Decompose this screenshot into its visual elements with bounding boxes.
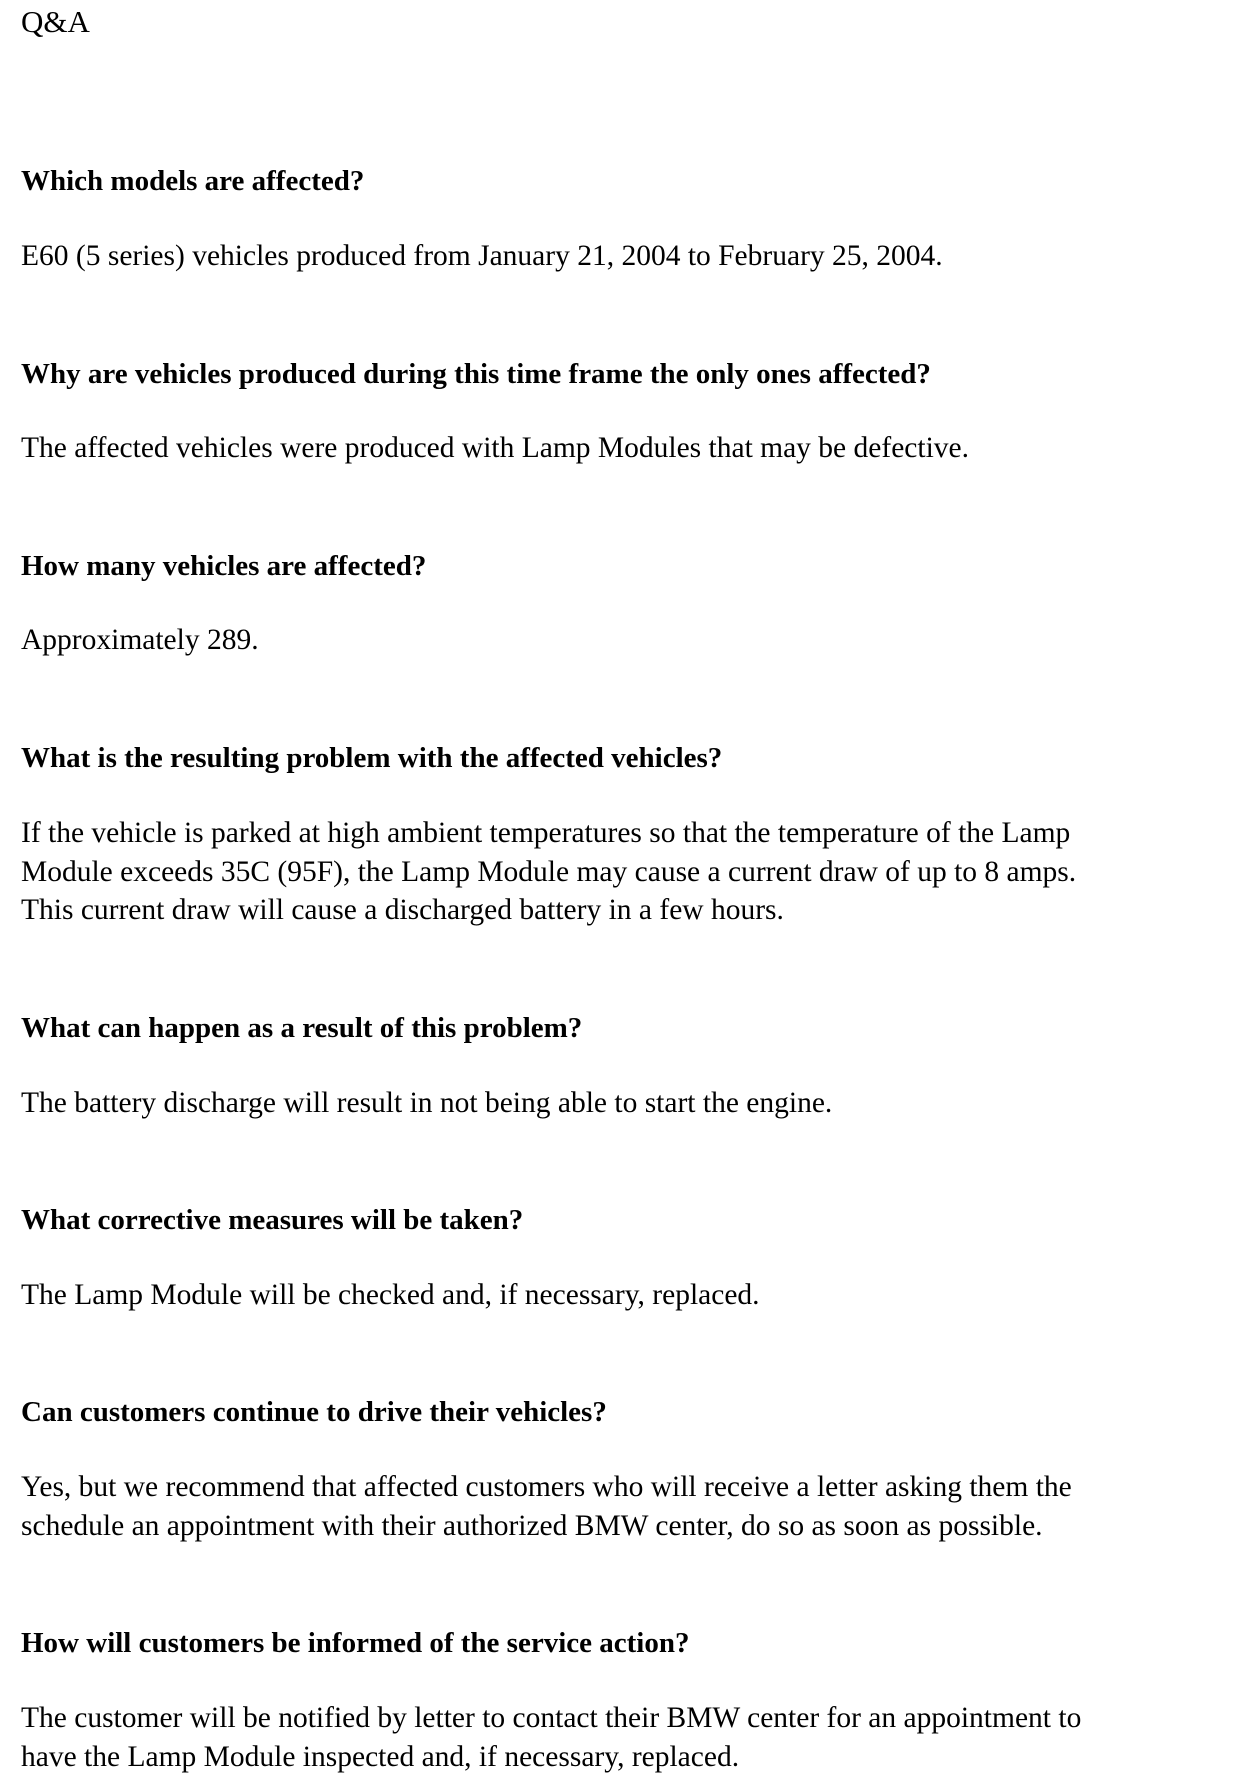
answer-line: This current draw will cause a discharged battery in a few hours. xyxy=(21,894,784,926)
question-why-time-frame: Why are vehicles produced during this time frame the only ones affected? xyxy=(21,358,931,390)
answer-line: If the vehicle is parked at high ambient temperatures so that the temperature of the Lamp xyxy=(21,817,1071,849)
answer-line: have the Lamp Module inspected and, if necessary, replaced. xyxy=(21,1740,740,1773)
question-how-many-vehicles: How many vehicles are affected? xyxy=(21,550,427,582)
question-what-can-happen: What can happen as a result of this problem? xyxy=(21,1012,583,1044)
answer-line: E60 (5 series) vehicles produced from January 21, 2004 to February 25, 2004. xyxy=(21,240,943,272)
answer-line: The Lamp Module will be checked and, if necessary, replaced. xyxy=(21,1279,760,1311)
page-title: Q&A xyxy=(21,4,90,39)
question-continue-driving: Can customers continue to drive their vehicles? xyxy=(21,1396,607,1428)
question-how-informed: How will customers be informed of the service action? xyxy=(21,1627,690,1659)
answer-resulting-problem xyxy=(21,814,1236,930)
answer-continue-driving xyxy=(21,1468,1236,1545)
question-models-affected: Which models are affected? xyxy=(21,165,365,197)
answer-corrective-measures xyxy=(21,1276,1236,1315)
answer-how-informed xyxy=(21,1699,1236,1776)
question-resulting-problem: What is the resulting problem with the affected vehicles? xyxy=(21,742,723,774)
answer-how-many-vehicles xyxy=(21,621,1236,660)
answer-line: The affected vehicles were produced with Lamp Modules that may be defective. xyxy=(21,432,969,464)
answer-line: schedule an appointment with their authorized BMW center, do so as soon as possible. xyxy=(21,1509,1043,1542)
answer-what-can-happen xyxy=(21,1084,1236,1123)
answer-models-affected xyxy=(21,237,1236,276)
answer-line: Approximately 289. xyxy=(21,624,259,656)
question-corrective-measures: What corrective measures will be taken? xyxy=(21,1204,524,1236)
answer-why-time-frame xyxy=(21,429,1236,468)
answer-line: The customer will be notified by letter to contact their BMW center for an appointment to xyxy=(21,1702,1082,1734)
answer-line: Module exceeds 35C (95F), the Lamp Module may cause a current draw of up to 8 amps. xyxy=(21,855,1077,888)
answer-line: The battery discharge will result in not being able to start the engine. xyxy=(21,1087,833,1119)
answer-line: Yes, but we recommend that affected customers who will receive a letter asking them the xyxy=(21,1471,1072,1503)
